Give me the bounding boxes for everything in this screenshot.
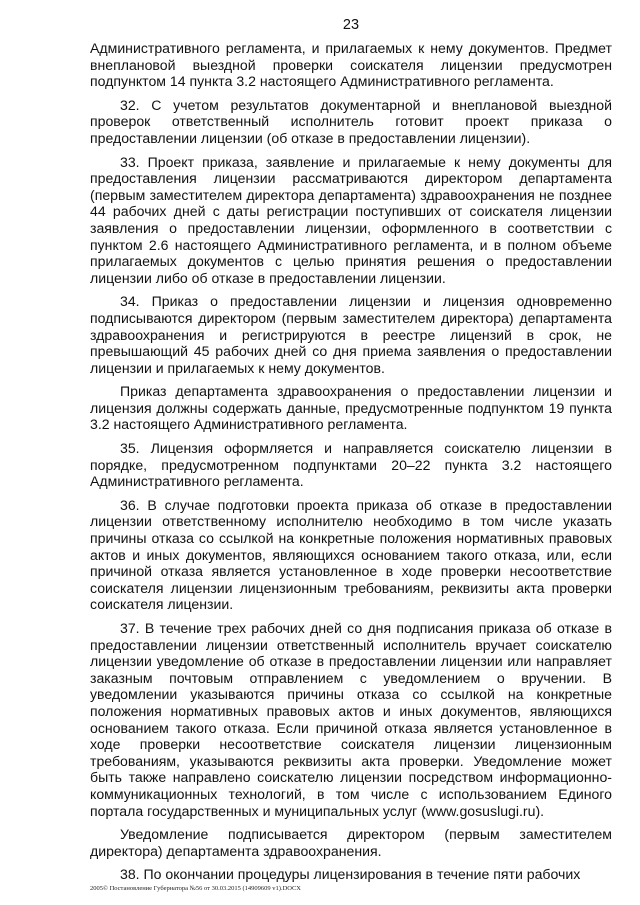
paragraph-32: 32. С учетом результатов документарной и внеплановой выездной проверок ответственный исполнитель готовит проект приказа о предоставлении лицензии (об отказе в предоставлении лицензии). xyxy=(90,96,612,146)
document-footer: 2005© Постановление Губернатора №56 от 30.03.2015 (14909609 v1).DOCX xyxy=(90,885,301,892)
paragraph-37: 37. В течение трех рабочих дней со дня подписания приказа об отказе в предоставлении лицензии ответственный исполнитель вручает соискателю лицензии уведомление об отказе в предоставлении лицензии или направляет заказным почтовым отправлением с уведомлением о вручении. В уведомлении указываются причины отказа со ссылкой на конкретные положения нормативных правовых актов и иных документов, являющихся основанием такого отказа. Если причиной отказа является установленное в ходе проверки несоответствие соискателя лицензии лицензионным требованиям, указываются реквизиты акта проверки. Уведомление может быть также направлено соискателю лицензии посредством информационно-коммуникационных технологий, в том числе с использованием Единого портала государственных и муниципальных услуг (www.gosuslugi.ru). xyxy=(90,620,612,819)
paragraph-38: 38. По окончании процедуры лицензирования в течение пяти рабочих xyxy=(120,866,581,883)
paragraph-36: 36. В случае подготовки проекта приказа об отказе в предоставлении лицензии ответственному исполнителю необходимо в том числе указать причины отказа со ссылкой на конкретные положения нормативных правовых актов и иных документов, являющихся основанием такого отказа, или, если причиной отказа является установленное в ходе проверки несоответствие соискателя лицензии лицензионным требованиям, реквизиты акта проверки соискателя лицензии. xyxy=(90,496,612,613)
paragraph-continuation: Административного регламента, и прилагаемых к нему документов. Предмет внеплановой выездной проверки соискателя лицензии предусмотрен подпунктом 14 пункта 3.2 настоящего Административного регламента. xyxy=(90,40,612,90)
paragraph-35: 35. Лицензия оформляется и направляется соискателю лицензии в порядке, предусмотренном подпунктами 20–22 пункта 3.2 настоящего Административного регламента. xyxy=(90,440,612,490)
page-number: 23 xyxy=(342,17,360,33)
paragraph-33: 33. Проект приказа, заявление и прилагаемые к нему документы для предоставления лицензии рассматриваются директором департамента (первым заместителем директора департамента) здравоохранения не позднее 44 рабочих дней с даты регистрации поступивших от соискателя лицензии заявления о предоставлении лицензии, оформленного в соответствии с пунктом 2.6 настоящего Административного регламента, и в полном объеме прилагаемых документов с целью принятия решения о предоставлении лицензии либо об отказе в предоставлении лицензии. xyxy=(90,153,612,286)
paragraph-34-order-content: Приказ департамента здравоохранения о предоставлении лицензии и лицензия должны содержать данные, предусмотренные подпунктом 19 пункта 3.2 настоящего Административного регламента. xyxy=(90,383,612,433)
paragraph-37-signing: Уведомление подписывается директором (первым заместителем директора) департамента здравоохранения. xyxy=(90,826,612,859)
paragraph-34: 34. Приказ о предоставлении лицензии и лицензия одновременно подписываются директором (первым заместителем директора) департамента здравоохранения и регистрируются в реестре лицензий в срок, не превышающий 45 рабочих дней со дня приема заявления о предоставлении лицензии и прилагаемых к нему документов. xyxy=(90,293,612,376)
